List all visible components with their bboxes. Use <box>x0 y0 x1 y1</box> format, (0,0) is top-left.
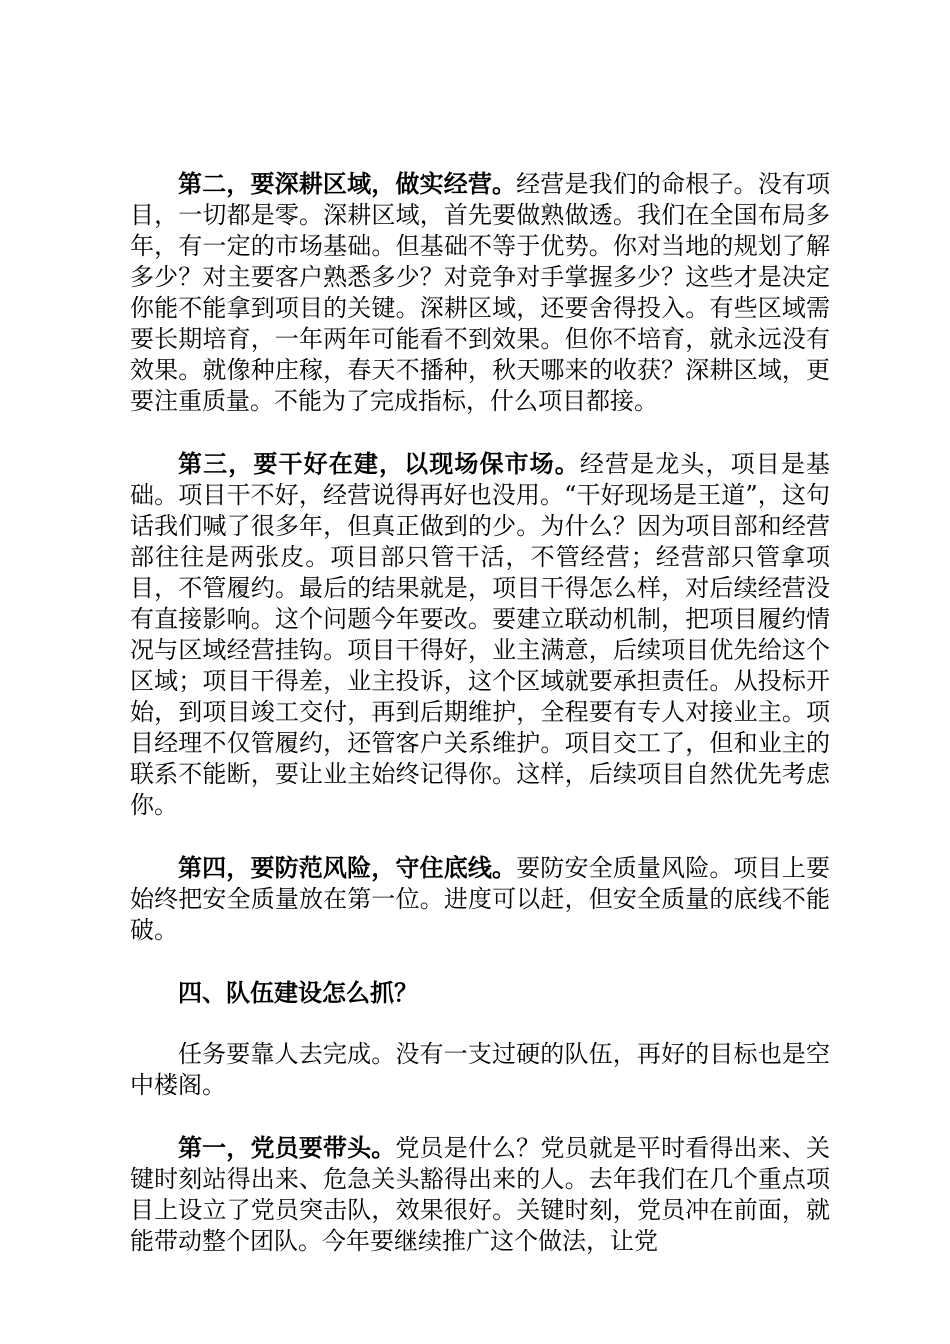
section-intro: 任务要靠人去完成。没有一支过硬的队伍，再好的目标也是空中楼阁。 <box>130 1040 830 1099</box>
paragraph-site-market <box>130 448 830 821</box>
paragraph-lead: 第三，要干好在建，以现场保市场。 <box>178 449 580 478</box>
paragraph-lead: 第二，要深耕区域，做实经营。 <box>178 169 517 198</box>
paragraph-lead: 第一，党员要带头。 <box>178 1133 396 1162</box>
paragraph-body: 经营是我们的命根子。没有项目，一切都是零。深耕区域，首先要做熟做透。我们在全国布局多年，有一定的市场基础。但基础不等于优势。你对当地的规划了解多少？对主要客户熟悉多少？对竞争对手掌握多少？这些才是决定你能不能拿到项目的关键。深耕区域，还要舍得投入。有些区域需要长期培育，一年两年可能看不到效果。但你不培育，就永远没有效果。就像种庄稼，春天不播种，秋天哪来的收获？深耕区域，更要注重质量。不能为了完成指标，什么项目都接。 <box>130 170 831 415</box>
paragraph-risk-control <box>130 852 830 946</box>
paragraph-deep-regions <box>130 168 830 417</box>
paragraph-lead: 第四，要防范风险，守住底线。 <box>178 853 517 882</box>
paragraph-body: 经营是龙头，项目是基础。项目干不好，经营说得再好也没用。“干好现场是王道”，这句话我们喊了很多年，但真正做到的少。为什么？因为项目部和经营部往往是两张皮。项目部只管干活，不管经营；经营部只管拿项目，不管履约。最后的结果就是，项目干得怎么样，对后续经营没有直接影响。这个问题今年要改。要建立联动机制，把项目履约情况与区域经营挂钩。项目干得好，业主满意，后续项目优先给这个区域；项目干得差，业主投诉，这个区域就要承担责任。从投标开始，到项目竣工交付，再到后期维护，全程要有专人对接业主。项目经理不仅管履约，还管客户关系维护。项目交工了，但和业主的联系不能断，要让业主始终记得你。这样，后续项目自然优先考虑你。 <box>130 450 831 819</box>
paragraph-body: 党员是什么？党员就是平时看得出来、关键时刻站得出来、危急关头豁得出来的人。去年我们在几个重点项目上设立了党员突击队，效果很好。关键时刻，党员冲在前面，就能带动整个团队。今年要继续推广这个做法，让党 <box>130 1134 831 1255</box>
paragraph-body: 要防安全质量风险。项目上要始终把安全质量放在第一位。进度可以赶，但安全质量的底线不能破。 <box>130 854 831 944</box>
paragraph-party-members <box>130 1132 830 1257</box>
section-heading: 四、队伍建设怎么抓？ <box>178 978 418 1007</box>
document-page <box>130 168 830 1288</box>
